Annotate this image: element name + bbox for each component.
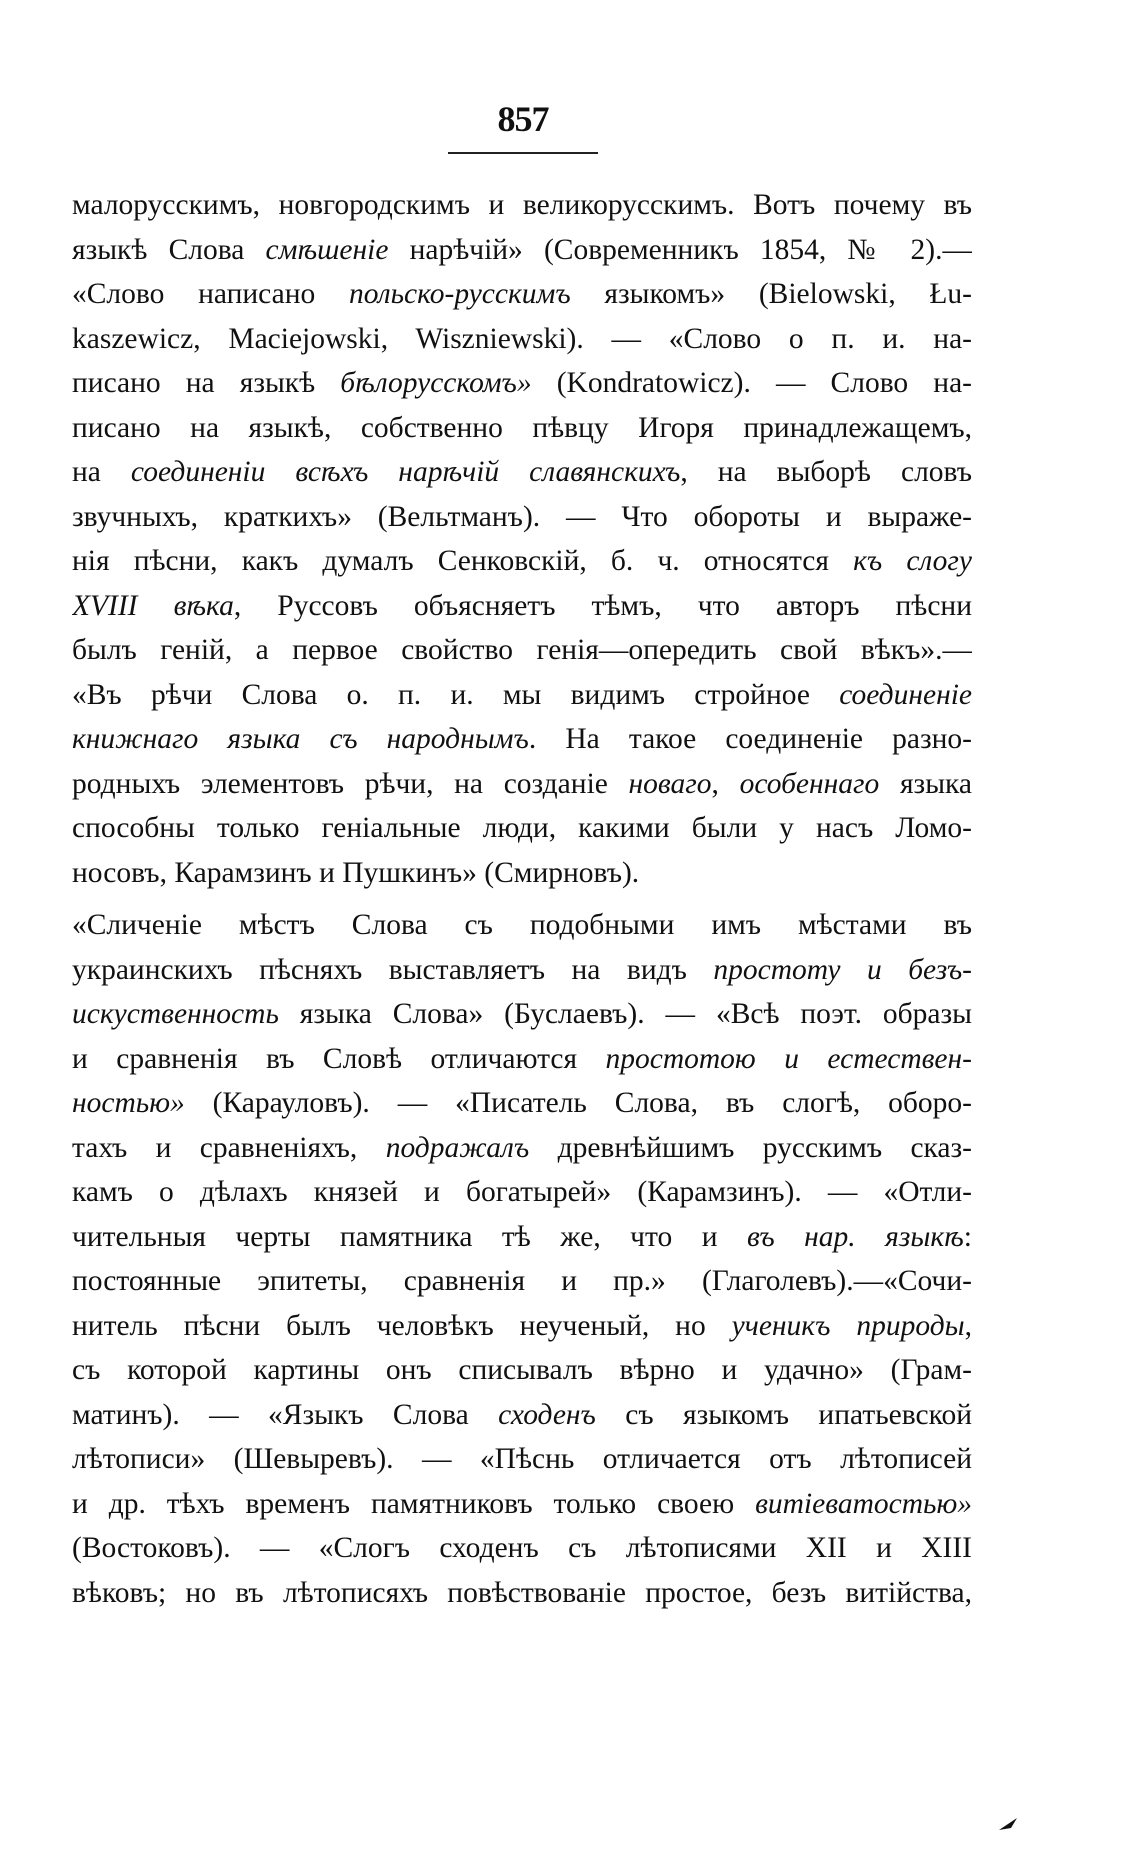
text-line — [72, 1170, 972, 1215]
text-segment: языка — [879, 767, 972, 800]
text-line — [72, 1259, 972, 1304]
italic-segment: смѣшеніе — [265, 233, 389, 266]
text-segment: малорусскимъ, новгородскимъ и великорусскимъ. Вотъ почему въ — [72, 189, 972, 221]
text-segment: съ языкомъ ипатьевской — [595, 1398, 972, 1431]
text-line — [72, 628, 972, 673]
text-segment: «Сличеніе мѣстъ Слова съ подобными имъ мѣстами въ — [72, 909, 972, 941]
text-segment: тахъ и сравненіяхъ, — [72, 1131, 386, 1164]
text-segment: нарѣчій» (Современникъ 1854, № 2).— — [388, 233, 972, 266]
text-line — [72, 1215, 972, 1260]
text-segment: чительныя черты памятника тѣ же, что и — [72, 1220, 747, 1253]
text-segment: : — [963, 1220, 972, 1253]
text-line — [72, 1081, 972, 1126]
italic-segment: ученикъ природы — [731, 1309, 965, 1342]
text-line — [72, 183, 972, 228]
text-line — [72, 851, 972, 896]
text-line — [72, 539, 972, 584]
text-line — [72, 228, 972, 273]
text-segment: украинскихъ пѣсняхъ выставляетъ на видъ — [72, 953, 714, 986]
italic-segment: книжнаго языка съ народнымъ — [72, 723, 529, 755]
text-line — [72, 806, 972, 851]
italic-segment: сходенъ — [498, 1398, 596, 1431]
italic-segment: ностью» — [72, 1087, 185, 1119]
header-rule — [448, 152, 598, 154]
text-segment: (Kondratowicz). — Слово на- — [531, 367, 972, 399]
text-line — [72, 584, 972, 629]
text-line — [72, 317, 972, 362]
text-line — [72, 673, 972, 718]
text-segment: (Карауловъ). — «Писатель Слова, въ слогѣ, оборо- — [184, 1087, 972, 1119]
italic-segment: соединеніе — [839, 678, 972, 711]
text-line — [72, 1482, 972, 1527]
text-line — [72, 1304, 972, 1349]
text-segment: , — [711, 767, 740, 800]
text-segment: и сравненія въ Словѣ отличаются — [72, 1042, 606, 1075]
text-segment: матинъ). — «Языкъ Слова — [72, 1398, 499, 1431]
text-segment: лѣтописи» (Шевыревъ). — «Пѣснь отличается отъ лѣтописей — [72, 1443, 972, 1475]
text-segment: языка Слова» (Буслаевъ). — «Всѣ поэт. образы — [278, 998, 972, 1030]
text-segment: , Руссовъ объясняетъ тѣмъ, что авторъ пѣсни — [233, 589, 972, 622]
text-line — [72, 948, 972, 993]
text-line — [72, 450, 972, 495]
text-segment: писано на языкѣ, собственно пѣвцу Игоря принадлежащемъ, — [72, 411, 972, 444]
text-segment: способны только геніальные люди, какими были у насъ Ломо- — [72, 812, 972, 844]
text-segment: языкѣ Слова — [72, 233, 266, 266]
italic-segment: къ слогу — [853, 545, 972, 577]
text-segment: на — [72, 456, 131, 488]
italic-segment: простоту и безъ- — [713, 953, 972, 986]
text-segment: камъ о дѣлахъ князей и богатырей» (Карамзинъ). — «Отли- — [72, 1176, 972, 1208]
text-segment: родныхъ элементовъ рѣчи, на созданіе — [72, 767, 629, 800]
text-segment: носовъ, Карамзинъ и Пушкинъ» (Смирновъ). — [72, 856, 640, 889]
text-segment: постоянные эпитеты, сравненія и пр.» (Глаголевъ).—«Сочи- — [72, 1265, 972, 1297]
text-line — [72, 495, 972, 540]
italic-segment: витіеватостью» — [755, 1487, 972, 1520]
text-line — [72, 903, 972, 948]
italic-segment: польско-русскимъ — [348, 278, 571, 310]
text-line — [72, 1437, 972, 1482]
text-segment: звучныхъ, краткихъ» (Вельтманъ). — Что обороты и выраже- — [72, 500, 972, 533]
text-segment: былъ геній, а первое свойство генія—опередить свой вѣкъ».— — [72, 634, 972, 666]
page-number: 857 — [497, 99, 549, 139]
italic-segment: XVIII вѣка — [72, 589, 234, 622]
italic-segment: подражалъ — [385, 1131, 530, 1164]
text-segment: древнѣйшимъ русскимъ сказ- — [529, 1131, 972, 1164]
text-line — [72, 1037, 972, 1082]
text-line — [72, 361, 972, 406]
text-segment: «Въ рѣчи Слова о. п. и. мы видимъ стройное — [72, 678, 840, 711]
text-line — [72, 1348, 972, 1393]
text-segment: . На такое соединеніе разно- — [528, 723, 972, 755]
ink-mark-icon — [997, 1816, 1019, 1832]
text-line — [72, 406, 972, 451]
text-segment: языкомъ» (Bielowski, Łu- — [570, 278, 972, 310]
text-segment: съ которой картины онъ списывалъ вѣрно и удачно» (Грам- — [72, 1354, 972, 1386]
text-line — [72, 272, 972, 317]
text-segment: , — [964, 1309, 972, 1342]
text-segment: вѣковъ; но въ лѣтописяхъ повѣствованіе простое, безъ витійства, — [72, 1576, 972, 1609]
text-line — [72, 717, 972, 762]
text-segment: «Слово написано — [72, 278, 349, 310]
italic-segment: бѣлорусскомъ» — [340, 367, 532, 399]
text-line — [72, 1526, 972, 1571]
italic-segment: особеннаго — [739, 767, 880, 800]
text-segment: kaszewicz, Maciejowski, Wiszniewski). — «Слово о п. и. на- — [72, 322, 972, 355]
text-segment: и др. тѣхъ временъ памятниковъ только своею — [72, 1487, 756, 1520]
text-line — [72, 1126, 972, 1171]
text-segment: нитель пѣсни былъ человѣкъ неученый, но — [72, 1309, 732, 1342]
text-line — [72, 1393, 972, 1438]
text-line — [72, 762, 972, 807]
text-segment: , на выборѣ словъ — [680, 456, 972, 488]
italic-segment: соединеніи всѣхъ нарѣчій славянскихъ — [130, 456, 681, 488]
italic-segment: искуственность — [72, 998, 279, 1030]
body-text — [72, 183, 972, 1615]
italic-segment: въ нар. языкѣ — [746, 1220, 964, 1253]
italic-segment: простотою и естествен- — [605, 1042, 972, 1075]
italic-segment: новаго — [628, 767, 712, 800]
text-line — [72, 992, 972, 1037]
text-line — [72, 1571, 972, 1616]
text-segment: писано на языкѣ — [72, 367, 341, 399]
text-segment: нія пѣсни, какъ думалъ Сенковскій, б. ч. относятся — [72, 545, 854, 577]
text-segment: (Востоковъ). — «Слогъ сходенъ съ лѣтописями XII и XIII — [72, 1532, 972, 1564]
